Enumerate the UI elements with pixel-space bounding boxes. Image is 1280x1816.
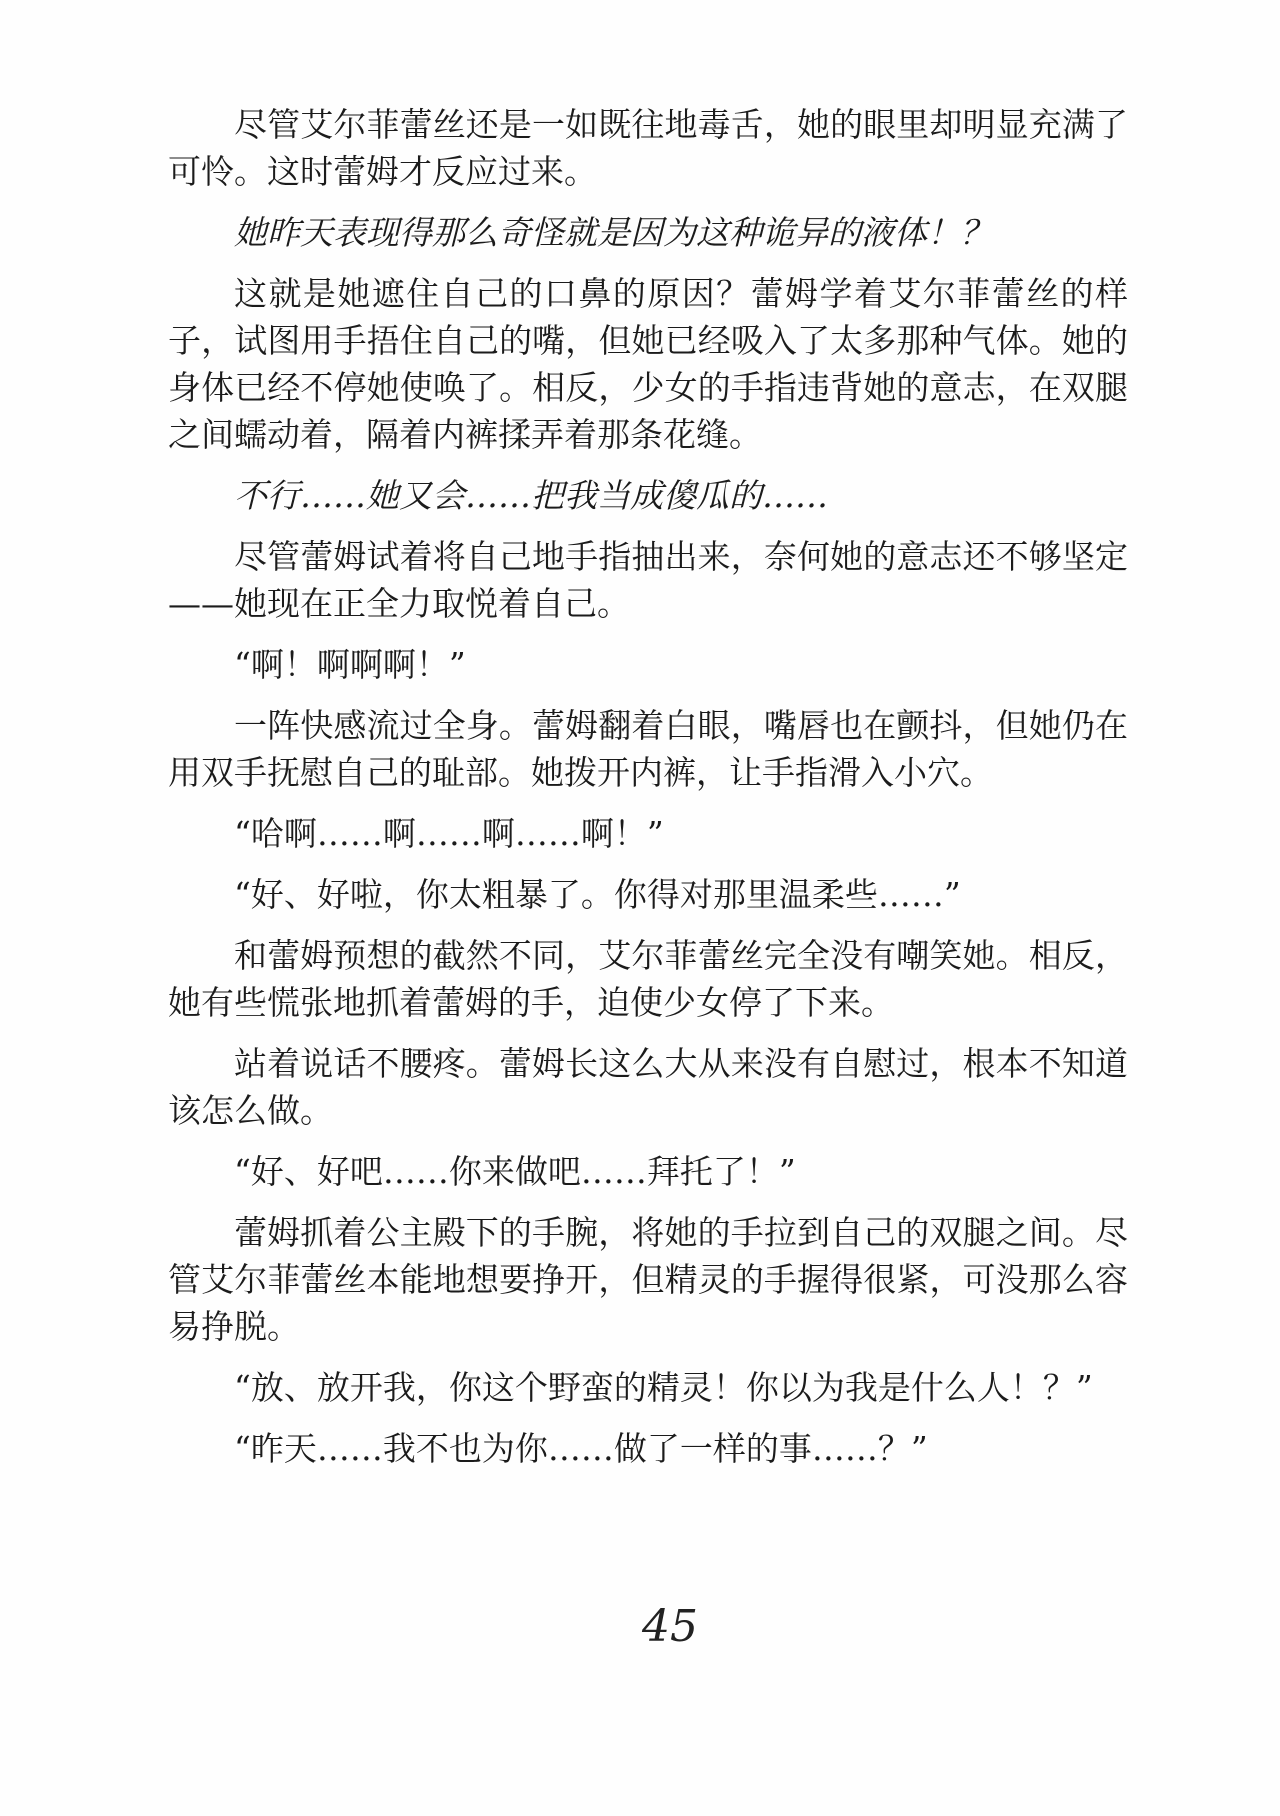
paragraph: 站着说话不腰疼。蕾姆长这么大从来没有自慰过，根本不知道该怎么做。	[168, 1044, 1128, 1130]
paragraph-dialogue: “昨天……我不也为你……做了一样的事……？”	[234, 1429, 928, 1468]
paragraph: 和蕾姆预想的截然不同，艾尔菲蕾丝完全没有嘲笑她。相反，她有些慌张地抓着蕾姆的手，迫使少女停了下来。	[168, 936, 1128, 1022]
paragraph: 这就是她遮住自己的口鼻的原因？蕾姆学着艾尔菲蕾丝的样子，试图用手捂住自己的嘴，但她已经吸入了太多那种气体。她的身体已经不停她使唤了。相反，少女的手指违背她的意志，在双腿之间蠕动着，隔着内裤揉弄着那条花缝。	[168, 274, 1128, 454]
paragraph-dialogue: “好、好啦，你太粗暴了。你得对那里温柔些……”	[234, 875, 961, 914]
paragraph: 尽管蕾姆试着将自己地手指抽出来，奈何她的意志还不够坚定——她现在正全力取悦着自己。	[168, 537, 1128, 623]
paragraph-dialogue: “啊！啊啊啊！”	[234, 645, 466, 684]
text-block	[168, 101, 1128, 1486]
paragraph-monologue: 她昨天表现得那么奇怪就是因为这种诡异的液体！？	[234, 213, 993, 252]
paragraph: 蕾姆抓着公主殿下的手腕，将她的手拉到自己的双腿之间。尽管艾尔菲蕾丝本能地想要挣开，但精灵的手握得很紧，可没那么容易挣脱。	[168, 1213, 1128, 1346]
paragraph-dialogue: “好、好吧……你来做吧……拜托了！”	[234, 1152, 796, 1191]
paragraph: 一阵快感流过全身。蕾姆翻着白眼，嘴唇也在颤抖，但她仍在用双手抚慰自己的耻部。她拨开内裤，让手指滑入小穴。	[168, 706, 1128, 792]
paragraph-dialogue: “放、放开我，你这个野蛮的精灵！你以为我是什么人！？”	[234, 1368, 1093, 1407]
page-number: 45	[642, 1601, 698, 1652]
paragraph: 尽管艾尔菲蕾丝还是一如既往地毒舌，她的眼里却明显充满了可怜。这时蕾姆才反应过来。	[168, 105, 1128, 191]
paragraph-dialogue: “哈啊……啊……啊……啊！”	[234, 814, 664, 853]
paragraph-monologue: 不行……她又会……把我当成傻瓜的……	[234, 476, 828, 515]
